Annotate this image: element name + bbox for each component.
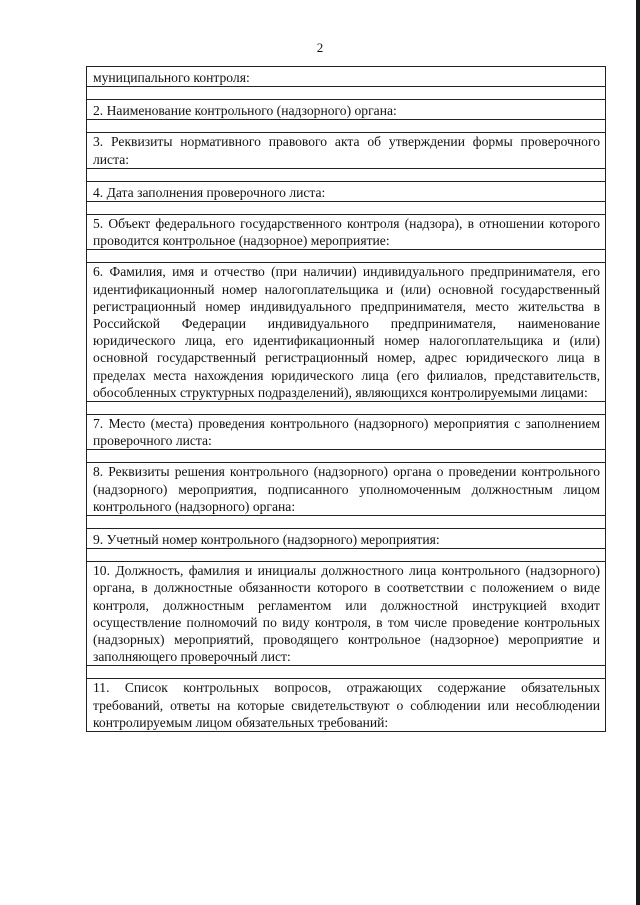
table-row bbox=[87, 215, 606, 250]
blank-cell[interactable] bbox=[87, 666, 606, 679]
checklist-form-table bbox=[86, 66, 606, 732]
blank-cell[interactable] bbox=[87, 250, 606, 263]
table-row-blank bbox=[87, 168, 606, 181]
blank-cell[interactable] bbox=[87, 450, 606, 463]
field-cell bbox=[87, 181, 606, 201]
field-label-control-object: 5. Объект федерального государственного контроля (надзора), в отношении которого проводится контрольное (надзорное) мероприятие: bbox=[93, 216, 600, 249]
table-row-blank bbox=[87, 120, 606, 133]
blank-cell[interactable] bbox=[87, 120, 606, 133]
field-cell bbox=[87, 463, 606, 516]
table-row bbox=[87, 100, 606, 120]
blank-cell[interactable] bbox=[87, 202, 606, 215]
table-row bbox=[87, 181, 606, 201]
blank-cell[interactable] bbox=[87, 168, 606, 181]
field-label-registration-number: 9. Учетный номер контрольного (надзорного) мероприятия: bbox=[93, 532, 440, 548]
table-row bbox=[87, 263, 606, 402]
field-cell bbox=[87, 100, 606, 120]
field-cell bbox=[87, 215, 606, 250]
table-row-blank bbox=[87, 666, 606, 679]
field-label-questions-list: 11. Список контрольных вопросов, отражающих содержание обязательных требований, ответы на которые свидетельствуют о соблюдении или несоблюдении контролируемым лицом обязательных требований: bbox=[93, 680, 600, 730]
field-label-fill-date: 4. Дата заполнения проверочного листа: bbox=[93, 184, 326, 200]
field-label-decision-details: 8. Реквизиты решения контрольного (надзорного) органа о проведении контрольного (надзорного) мероприятия, подписанного уполномоченным должностным лицом контрольного (надзорного) органа: bbox=[93, 464, 600, 514]
table-row-blank bbox=[87, 450, 606, 463]
table-row-blank bbox=[87, 549, 606, 562]
blank-cell[interactable] bbox=[87, 87, 606, 100]
field-cell bbox=[87, 133, 606, 168]
field-cell bbox=[87, 415, 606, 450]
field-cell bbox=[87, 679, 606, 732]
field-label-municipal-control: муниципального контроля: bbox=[93, 70, 250, 85]
table-row bbox=[87, 415, 606, 450]
table-row bbox=[87, 562, 606, 666]
table-row-blank bbox=[87, 87, 606, 100]
field-cell bbox=[87, 562, 606, 666]
table-row bbox=[87, 133, 606, 168]
page-number: 2 bbox=[316, 40, 324, 55]
blank-cell[interactable] bbox=[87, 549, 606, 562]
page-edge bbox=[636, 0, 640, 905]
table-row bbox=[87, 67, 606, 87]
field-label-controlled-person: 6. Фамилия, имя и отчество (при наличии) индивидуального предпринимателя, его идентификационный номер налогоплательщика и (или) основной государственный регистрационный номер индивидуального предпринимателя, место жительства в Российской Федерации индивидуального предпринимателя, наименование юридического лица, его идентификационный номер налогоплательщика и (или) основной государственный регистрационный номер, адрес юридического лица в пределах места нахождения юридического лица (его филиалов, представительств, обособленных структурных подразделений), являющихся контролируемыми лицами: bbox=[93, 264, 600, 400]
table-row-blank bbox=[87, 402, 606, 415]
field-label-event-place: 7. Место (места) проведения контрольного (надзорного) мероприятия с заполнением проверочного листа: bbox=[93, 416, 600, 449]
field-label-official-position: 10. Должность, фамилия и инициалы должностного лица контрольного (надзорного) органа, в должностные обязанности которого в соответствии с положением о виде контроля, должностным регламентом или должностной инструкцией входит осуществление полномочий по виду контроля, в том числе проведение контрольных (надзорных) мероприятий, проводящего контрольное (надзорное) мероприятие и заполняющего проверочный лист: bbox=[93, 563, 600, 665]
table-row-blank bbox=[87, 250, 606, 263]
field-cell bbox=[87, 67, 606, 87]
table-row-blank bbox=[87, 516, 606, 529]
blank-cell[interactable] bbox=[87, 516, 606, 529]
blank-cell[interactable] bbox=[87, 402, 606, 415]
field-label-authority-name: 2. Наименование контрольного (надзорного) органа: bbox=[93, 103, 397, 119]
table-row bbox=[87, 529, 606, 549]
table-row-blank bbox=[87, 202, 606, 215]
field-cell bbox=[87, 263, 606, 402]
field-label-act-details: 3. Реквизиты нормативного правового акта об утверждении формы проверочного листа: bbox=[93, 134, 600, 167]
table-row bbox=[87, 679, 606, 732]
table-row bbox=[87, 463, 606, 516]
field-cell bbox=[87, 529, 606, 549]
